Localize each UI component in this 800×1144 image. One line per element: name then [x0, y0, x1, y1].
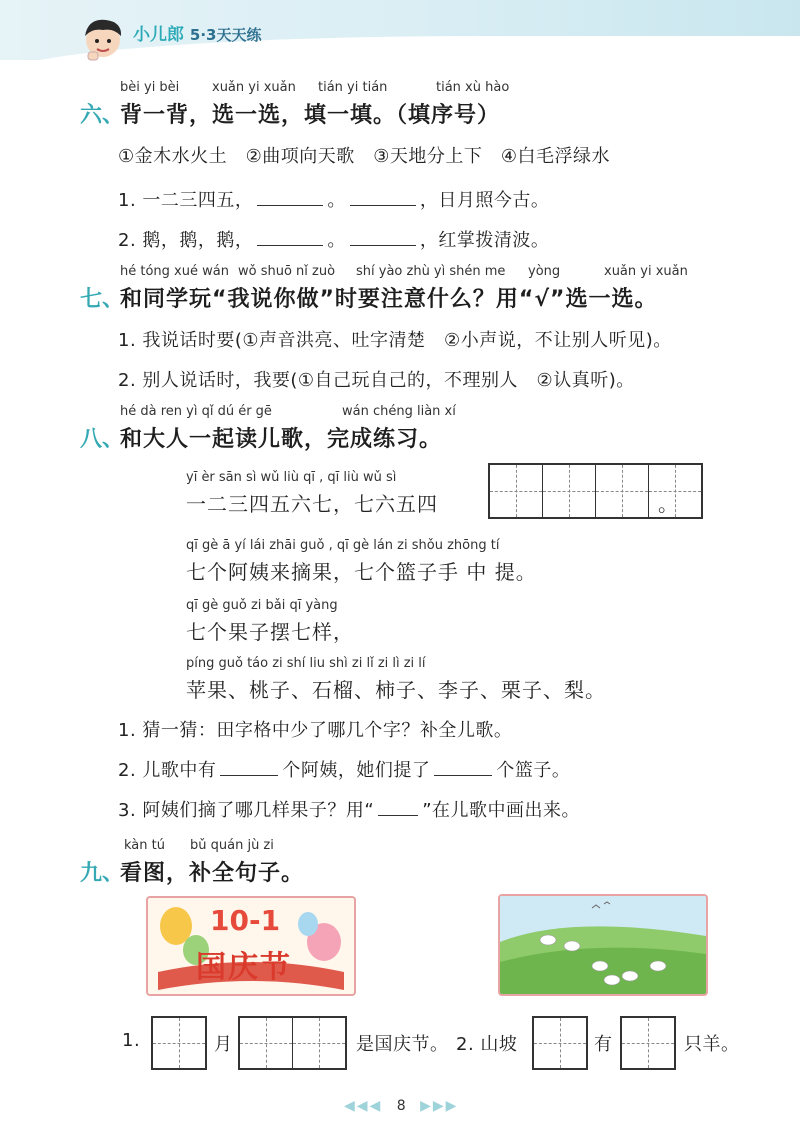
pinyin: wǒ shuō nǐ zuò [238, 264, 336, 279]
pinyin: xuǎn yi xuǎn [604, 264, 688, 279]
poster-title: 国庆节 [196, 950, 292, 985]
question-line: 1. 我说话时要(①声音洪亮、吐字清楚 ②小声说，不让别人听见)。 [118, 330, 672, 351]
question-text: ，红掌拨清波。 [419, 230, 550, 251]
question-line [118, 756, 570, 782]
question-line: 1. 猜一猜：田字格中少了哪几个字？补全儿歌。 [118, 720, 513, 741]
tianzige-cell[interactable] [534, 1018, 586, 1068]
question-text: ”在儿歌中画出来。 [422, 800, 581, 821]
question-text: 个篮子。 [496, 760, 571, 781]
pinyin: yī èr sān sì wǔ liù qī , qī liù wǔ sì [186, 470, 397, 485]
pinyin: yòng [528, 264, 561, 279]
question-text: 。 [327, 230, 346, 251]
tianzige-cell[interactable] [153, 1018, 205, 1068]
question-text: 。 [327, 190, 346, 211]
question-text: 2. 鹅，鹅，鹅， [118, 230, 254, 251]
poem-line: 七个果子摆七样， [186, 620, 354, 644]
pinyin: hé tóng xué wán [120, 264, 229, 279]
section-number: 六、 [80, 103, 125, 128]
sentence-text: 只羊。 [684, 1034, 740, 1055]
answer-blank[interactable] [350, 204, 416, 206]
tianzige-grid[interactable] [238, 1016, 347, 1070]
question-text: 3. 阿姨们摘了哪几样果子？用“ [118, 800, 375, 821]
section-title: 和大人一起读儿歌，完成练习。 [120, 427, 443, 452]
pinyin: wán chéng liàn xí [342, 404, 456, 419]
pinyin: shí yào zhù yì shén me [356, 264, 506, 279]
section-number: 七、 [80, 287, 125, 312]
question-text: ，日月照今古。 [419, 190, 550, 211]
brand-name: 小儿郎 [133, 25, 184, 45]
page-number: 8 [396, 1098, 406, 1114]
page-footer [344, 1098, 458, 1114]
pinyin: tián xù hào [436, 80, 510, 95]
pinyin: kàn tú [124, 838, 165, 853]
section-title: 背一背，选一选，填一填。（填序号） [120, 103, 501, 128]
national-day-picture [146, 896, 356, 996]
sentence-text: 2. 山坡 [456, 1034, 518, 1055]
pinyin: xuǎn yi xuǎn [212, 80, 296, 95]
section-number: 九、 [80, 861, 125, 886]
tianzige-cell[interactable] [490, 465, 543, 517]
question-line [118, 226, 549, 252]
tianzige-cell[interactable] [622, 1018, 674, 1068]
answer-blank[interactable] [257, 204, 323, 206]
hillside-sheep-icon [500, 896, 706, 994]
answer-blank[interactable] [434, 774, 492, 776]
sentence-text: 是国庆节。 [356, 1034, 449, 1055]
poem-line: 苹果、桃子、石榴、柿子、李子、栗子、梨。 [186, 678, 606, 702]
tianzige-grid[interactable] [620, 1016, 676, 1070]
answer-blank[interactable] [220, 774, 278, 776]
tianzige-grid[interactable] [532, 1016, 588, 1070]
pinyin: tián yi tián [318, 80, 388, 95]
question-text: 个阿姨，她们提了 [282, 760, 431, 781]
boy-mascot-icon [76, 14, 130, 62]
sentence-text: 有 [594, 1034, 613, 1055]
section-number: 八、 [80, 427, 125, 452]
poster-date: 10-1 [210, 904, 281, 937]
poem-line: 一二三四五六七，七六五四 [186, 492, 438, 516]
sentence-number: 1. [122, 1030, 141, 1051]
answer-blank[interactable] [350, 244, 416, 246]
sentence-text: 月 [214, 1034, 233, 1055]
section-title: 看图，补全句子。 [120, 861, 305, 886]
question-line [118, 796, 580, 822]
question-line [118, 186, 549, 212]
question-line: 2. 别人说话时，我要(①自己玩自己的，不理别人 ②认真听)。 [118, 370, 635, 391]
brand-logo [133, 20, 262, 45]
pinyin: qī gè ā yí lái zhāi guǒ , qī gè lán zi shǒu zhōng tí [186, 538, 500, 553]
prev-arrows-icon: ◀◀◀ [344, 1098, 383, 1114]
options-line: ①金木水火土 ②曲项向天歌 ③天地分上下 ④白毛浮绿水 [118, 146, 611, 167]
tianzige-grid[interactable] [151, 1016, 207, 1070]
pinyin: píng guǒ táo zi shí liu shì zi lǐ zi lì zi lí [186, 656, 426, 671]
pinyin: bǔ quán jù zi [190, 838, 274, 853]
question-text: 1. 一二三四五， [118, 190, 254, 211]
question-text: 2. 儿歌中有 [118, 760, 217, 781]
pinyin: qī gè guǒ zi bǎi qī yàng [186, 598, 338, 613]
poem-punctuation: 。 [658, 492, 679, 516]
answer-blank[interactable] [257, 244, 323, 246]
brand-series: 5·3天天练 [189, 26, 262, 44]
tianzige-cell[interactable] [596, 465, 649, 517]
next-arrows-icon: ▶▶▶ [420, 1098, 459, 1114]
poem-line: 七个阿姨来摘果，七个篮子手 中 提。 [186, 560, 537, 584]
tianzige-cell[interactable] [293, 1018, 345, 1068]
tianzige-cell[interactable] [240, 1018, 293, 1068]
tianzige-cell[interactable] [543, 465, 596, 517]
pinyin: hé dà ren yì qǐ dú ér gē [120, 404, 272, 419]
hillside-sheep-picture [498, 894, 708, 996]
section-title: 和同学玩“我说你做”时要注意什么？用“√”选一选。 [120, 287, 658, 312]
underline-mark [378, 814, 418, 816]
pinyin: bèi yi bèi [120, 80, 180, 95]
